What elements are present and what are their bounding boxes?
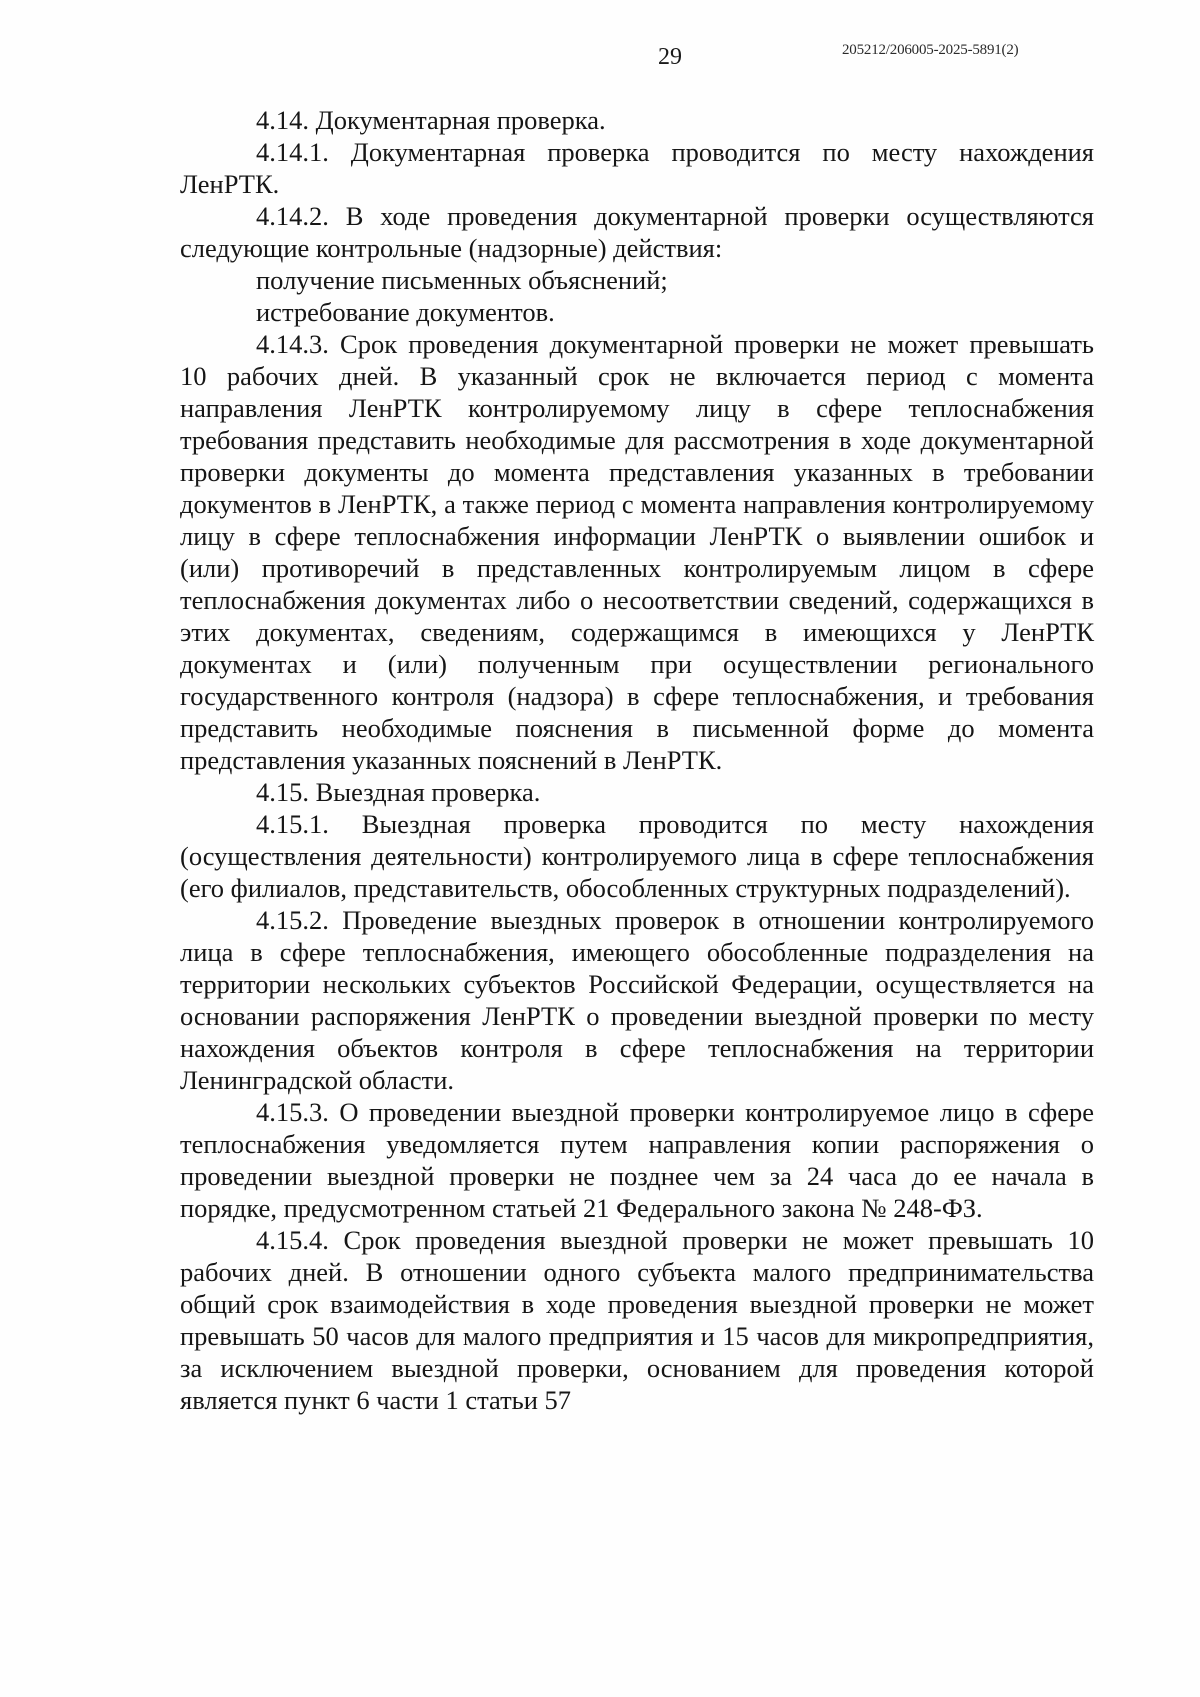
section-heading-4-15: 4.15. Выездная проверка. (256, 777, 541, 807)
paragraph-4-15-2: 4.15.2. Проведение выездных проверок в отношении контролируемого лица в сфере теплоснабжения, имеющего обособленные подразделения на территории нескольких субъектов Российской Федерации, осуществляется на основании распоряжения ЛенРТК о проведении выездной проверки по месту нахождения объектов контроля в сфере теплоснабжения на территории Ленинградской области. (180, 905, 1094, 1095)
document-body (180, 104, 1094, 1416)
list-item-documents: истребование документов. (256, 297, 555, 327)
paragraph-4-15-4: 4.15.4. Срок проведения выездной проверки не может превышать 10 рабочих дней. В отношении одного субъекта малого предпринимательства общий срок взаимодействия в ходе проведения выездной проверки не может превышать 50 часов для малого предприятия и 15 часов для микропредприятия, за исключением выездной проверки, основанием для проведения которой является пункт 6 части 1 статьи 57 (180, 1225, 1094, 1415)
document-code: 205212/206005-2025-5891(2) (842, 42, 1019, 58)
paragraph-4-15-3: 4.15.3. О проведении выездной проверки контролируемое лицо в сфере теплоснабжения уведомляется путем направления копии распоряжения о проведении выездной проверки не позднее чем за 24 часа до ее начала в порядке, предусмотренном статьей 21 Федерального закона № 248-ФЗ. (180, 1097, 1094, 1223)
paragraph-4-14-2: 4.14.2. В ходе проведения документарной проверки осуществляются следующие контрольные (надзорные) действия: (180, 201, 1094, 263)
page-number: 29 (658, 44, 682, 70)
paragraph-4-14-3: 4.14.3. Срок проведения документарной проверки не может превышать 10 рабочих дней. В указанный срок не включается период с момента направления ЛенРТК контролируемому лицу в сфере теплоснабжения требования представить необходимые для рассмотрения в ходе документарной проверки документы до момента представления указанных в требовании документов в ЛенРТК, а также период с момента направления контролируемому лицу в сфере теплоснабжения информации ЛенРТК о выявлении ошибок и (или) противоречий в представленных контролируемым лицом в сфере теплоснабжения документах либо о несоответствии сведений, содержащихся в этих документах, сведениям, содержащимся в имеющихся у ЛенРТК документах и (или) полученным при осуществлении регионального государственного контроля (надзора) в сфере теплоснабжения, и требования представить необходимые пояснения в письменной форме до момента представления указанных пояснений в ЛенРТК. (180, 329, 1094, 775)
section-heading-4-14: 4.14. Документарная проверка. (256, 105, 606, 135)
paragraph-4-14-1: 4.14.1. Документарная проверка проводится по месту нахождения ЛенРТК. (180, 137, 1094, 199)
list-item-explanations: получение письменных объяснений; (256, 265, 668, 295)
paragraph-4-15-1: 4.15.1. Выездная проверка проводится по месту нахождения (осуществления деятельности) контролируемого лица в сфере теплоснабжения (его филиалов, представительств, обособленных структурных подразделений). (180, 809, 1094, 903)
